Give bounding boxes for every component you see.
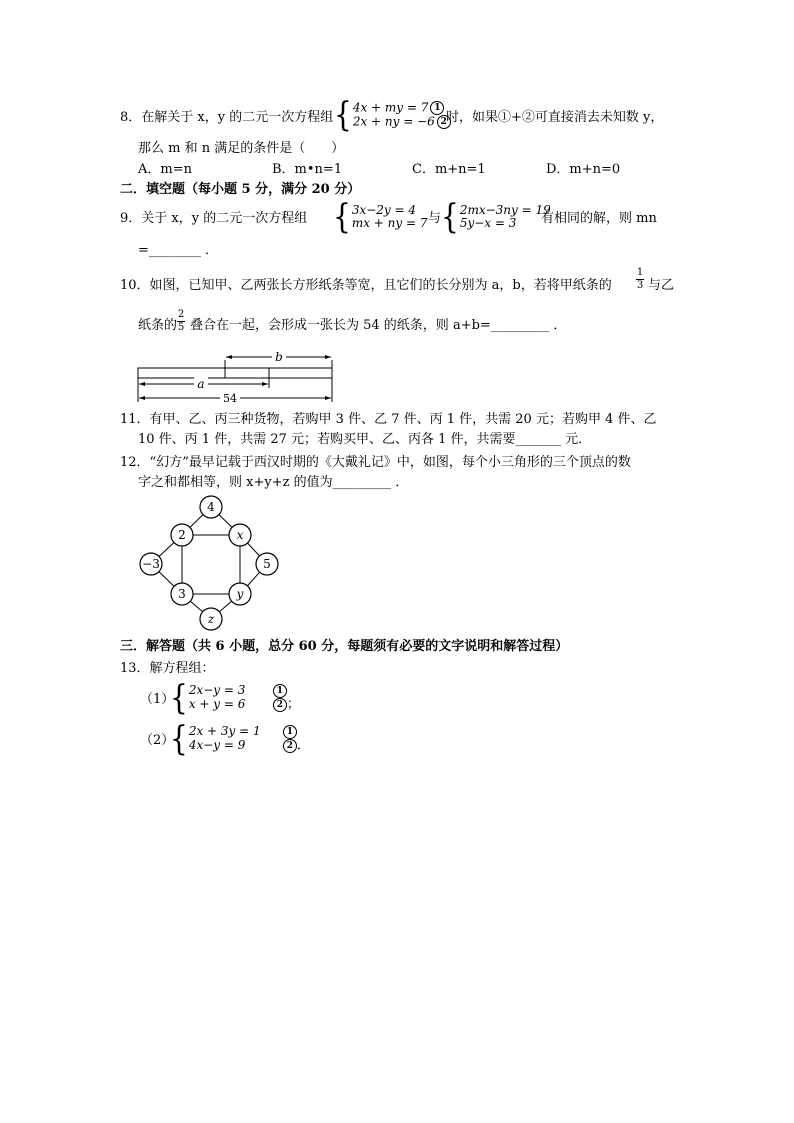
q13-p2-eq2: 4x−y = 9 2: [189, 739, 297, 753]
label-a: a: [197, 377, 205, 391]
brace: {: [170, 718, 188, 758]
arrow-left-icon: [139, 382, 145, 386]
node-right-label: 5: [263, 557, 271, 571]
q9-sysA-eq2: mx + ny = 7: [351, 216, 428, 230]
q8-option-c[interactable]: C．m+n=1: [412, 162, 486, 177]
q8-eq2: 2x + ny = −6 2: [353, 115, 451, 129]
label-b: b: [275, 350, 283, 364]
q8-option-b[interactable]: B．m•n=1: [272, 162, 343, 177]
brace: {: [333, 196, 351, 237]
node-tr-label: x: [236, 528, 244, 542]
q13-p2-system: [170, 718, 310, 758]
q9-system-b: [441, 196, 551, 237]
q9-prefix: 9．关于 x，y 的二元一次方程组: [120, 211, 308, 226]
section3-heading: 三．解答题（共 6 小题，总分 60 分，每题须有必要的文字说明和解答过程）: [120, 639, 569, 654]
q9-system-a: [333, 196, 428, 237]
q13-p1-end: ；: [286, 697, 300, 712]
node-bl-label: 3: [178, 587, 186, 601]
label-54: 54: [223, 392, 237, 405]
q10-line1-prefix: 10．如图，已知甲、乙两张长方形纸条等宽，且它们的长分别为 a，b，若将甲纸条的: [120, 278, 612, 293]
q8-equation-system: [334, 94, 451, 135]
arrow-left-icon: [139, 396, 145, 400]
q10-line2-prefix: 纸条的: [138, 318, 178, 333]
q8-option-a[interactable]: A．m=n: [138, 162, 192, 177]
q11-line1: 11．有甲、乙、丙三种货物，若购甲 3 件、乙 7 件、丙 1 件，共需 20 元；若购甲 4 件、乙: [120, 412, 657, 427]
node-bottom-label: z: [207, 612, 215, 626]
node-tl-label: 2: [178, 528, 186, 542]
arrow-right-icon: [262, 382, 268, 386]
arrow-right-icon: [325, 355, 331, 359]
q12-line1: 12．“幻方”最早记载于西汉时期的《大戴礼记》中，如图，每个小三角形的三个顶点的数: [120, 455, 631, 470]
q9-sysA-eq1: 3x−2y = 4: [351, 203, 417, 217]
q8-eq1: 4x + my = 7 1: [353, 101, 451, 115]
q10-fraction-1: 1 3: [636, 267, 644, 291]
q9-sysB-eq1: 2mx−3ny = 19: [459, 203, 551, 217]
q8-line2: 那么 m 和 n 满足的条件是（ ）: [138, 141, 345, 156]
q13-p1-eq2: x + y = 6 2: [189, 698, 287, 712]
q13-p2-end: ．: [296, 738, 310, 753]
q11-line2: 10 件、丙 1 件，共需 27 元；若购买甲、乙、丙各 1 件，共需要_______ 元．: [138, 432, 592, 447]
q13-p1-label: （1）: [140, 692, 175, 707]
q10-fraction-2: 2 5: [177, 309, 185, 333]
q10-paper-strip-figure: [134, 346, 338, 408]
q13-p1-eq1: 2x−y = 3 1: [189, 684, 287, 698]
section2-heading: 二．填空题（每小题 5 分，满分 20 分）: [120, 182, 361, 197]
brace: {: [170, 677, 188, 717]
q8-line1-suffix: 时，如果①+②可直接消去未知数 y，: [446, 110, 664, 125]
strip-outline: [138, 368, 332, 378]
q10-line1-suffix: 与乙: [648, 278, 675, 293]
brace: {: [441, 196, 459, 237]
q12-magic-figure: [134, 492, 286, 634]
q12-line2: 字之和都相等，则 x+y+z 的值为_________ ．: [138, 475, 409, 490]
q13-title: 13．解方程组：: [120, 661, 215, 676]
brace: {: [334, 94, 352, 135]
q13-p1-system: [170, 677, 300, 717]
arrow-right-icon: [325, 396, 331, 400]
q9-suffix: 有相同的解，则 mn: [541, 211, 657, 226]
q13-p2-eq1: 2x + 3y = 1 1: [189, 725, 297, 739]
q8-line1-prefix: 8．在解关于 x，y 的二元一次方程组: [120, 110, 334, 125]
q10-line2-suffix: 叠合在一起，会形成一张长为 54 的纸条，则 a+b=_________ ．: [190, 318, 567, 333]
q9-line2: =________ ．: [138, 243, 219, 258]
node-br-label: y: [236, 587, 244, 601]
node-top-label: 4: [207, 500, 215, 514]
arrow-left-icon: [226, 355, 232, 359]
q9-joiner: 与: [428, 211, 442, 226]
node-left-label: −3: [142, 557, 160, 571]
q13-p2-label: （2）: [140, 733, 175, 748]
q9-sysB-eq2: 5y−x = 3: [459, 216, 517, 230]
q8-option-d[interactable]: D．m+n=0: [546, 162, 621, 177]
